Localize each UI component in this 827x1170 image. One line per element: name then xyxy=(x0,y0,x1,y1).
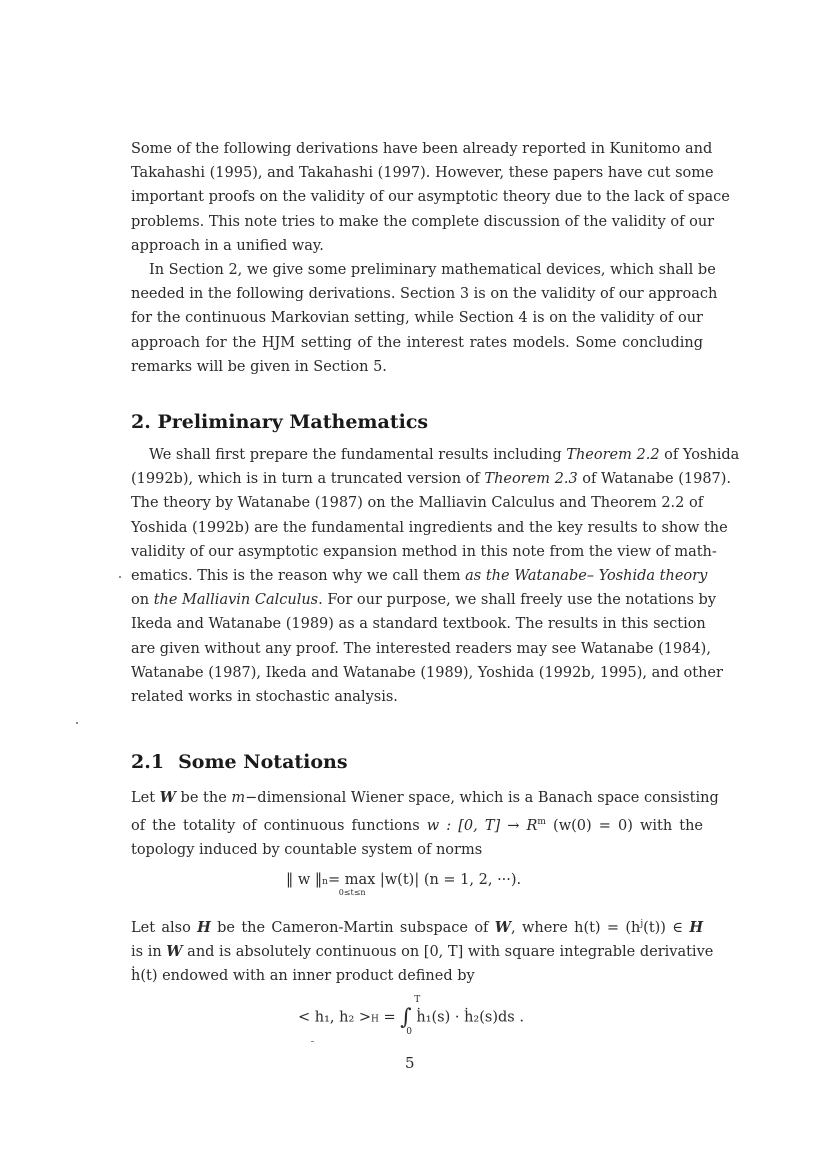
theorem-ref: Theorem 2.3 xyxy=(484,471,578,488)
text-line: Ikeda and Watanabe (1989) as a standard textbook. The results in this section xyxy=(131,616,706,633)
text-line: ematics. This is the reason why we call them as the Watanabe– Yoshida theory xyxy=(131,568,708,585)
inner-product-equation: < h₁, h₂ >H = ∫ T 0 ḣ₁(s) · ḣ₂(s)ds . xyxy=(298,995,524,1037)
text-line: (1992b), which is in turn a truncated version of Theorem 2.3 of Watanabe (1987). xyxy=(131,471,732,488)
text-line: In Section 2, we give some preliminary mathematical devices, which shall be xyxy=(149,262,716,278)
section21-paragraph-2 xyxy=(131,912,714,988)
scan-speck xyxy=(311,1041,314,1042)
norm-equation: ‖ w ‖n= max 0≤t≤n |w(t)| (n = 1, 2, ···). xyxy=(286,872,522,897)
intro-paragraph-1 xyxy=(131,137,730,258)
subsection-heading: 2.1 Some Notations xyxy=(131,751,348,773)
text-line: We shall first prepare the fundamental results including Theorem 2.2 of Yoshida xyxy=(149,447,740,463)
text-line: approach for the HJM setting of the interest rates models. Some concluding xyxy=(131,334,703,351)
scan-speck xyxy=(119,576,121,578)
text-line: problems. This note tries to make the complete discussion of the validity of our xyxy=(131,213,715,230)
text-line: Takahashi (1995), and Takahashi (1997). However, these papers have cut some xyxy=(131,165,714,182)
text-line: is in W and is absolutely continuous on [0, T] with square integrable derivative xyxy=(131,943,714,961)
text-line: Let W be the m−dimensional Wiener space, which is a Banach space consisting xyxy=(131,789,719,806)
text-line: for the continuous Markovian setting, while Section 4 is on the validity of our xyxy=(131,310,703,327)
text-line: important proofs on the validity of our asymptotic theory due to the lack of space xyxy=(131,189,730,206)
text-line: Some of the following derivations have been already reported in Kunitomo and xyxy=(131,141,713,157)
text-line: remarks will be given in Section 5. xyxy=(131,358,387,375)
text-line: are given without any proof. The interested readers may see Watanabe (1984), xyxy=(131,640,711,657)
text-line: approach in a unified way. xyxy=(131,237,324,254)
text-line: needed in the following derivations. Section 3 is on the validity of our approach xyxy=(131,286,718,303)
text-line: related works in stochastic analysis. xyxy=(131,689,398,706)
text-line: of the totality of continuous functions w : [0, $T] \to R^m$ (w(0) = 0) with the xyxy=(131,817,703,835)
section21-paragraph-1 xyxy=(131,786,719,862)
text-line: Yoshida (1992b) are the fundamental ingredients and the key results to show the xyxy=(131,519,728,536)
emphasis: as the Watanabe– Yoshida theory xyxy=(465,568,708,585)
text-line: topology induced by countable system of norms xyxy=(131,842,483,859)
text-line: Watanabe (1987), Ikeda and Watanabe (1989), Yoshida (1992b, 1995), and other xyxy=(131,664,723,681)
section2-paragraph xyxy=(131,443,740,709)
theorem-ref: Theorem 2.2 xyxy=(566,447,660,463)
page-number: 5 xyxy=(405,1054,415,1072)
text-line: on the Malliavin Calculus. For our purpose, we shall freely use the notations by xyxy=(131,592,717,609)
emphasis: the Malliavin Calculus xyxy=(153,592,319,609)
text-line: Let also H be the Cameron-Martin subspace of W, where $h(t) = (h^j(t))$ ∈ H xyxy=(131,918,704,936)
text-line: The theory by Watanabe (1987) on the Malliavin Calculus and Theorem 2.2 of xyxy=(131,495,704,512)
text-line: ḣ(t) endowed with an inner product defined by xyxy=(131,968,475,985)
intro-paragraph-2 xyxy=(131,258,718,379)
text-line: validity of our asymptotic expansion method in this note from the view of math- xyxy=(131,543,717,560)
section-heading: 2. Preliminary Mathematics xyxy=(131,411,429,433)
scan-speck xyxy=(76,722,78,724)
